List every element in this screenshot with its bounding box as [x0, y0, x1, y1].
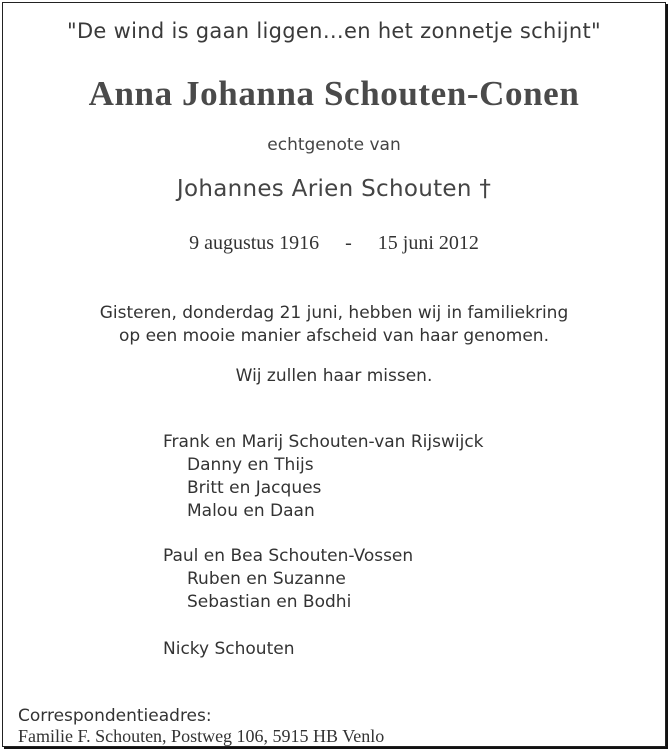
- spouse-name: Johannes Arien Schouten †: [176, 176, 492, 202]
- correspondence-label: Correspondentieadres:: [18, 706, 212, 726]
- message-line-1: Gisteren, donderdag 21 juni, hebben wij in familiekring: [99, 303, 569, 323]
- family-member: Danny en Thijs: [187, 455, 314, 475]
- family-member: Malou en Daan: [187, 501, 315, 521]
- spouse-label: echtgenote van: [267, 135, 401, 155]
- family-member: Sebastian en Bodhi: [187, 592, 352, 612]
- deceased-name: Anna Johanna Schouten-Conen: [88, 74, 580, 113]
- family-head: Paul en Bea Schouten-Vossen: [163, 546, 414, 566]
- family-member: Ruben en Suzanne: [187, 569, 346, 589]
- birth-date: 9 augustus 1916: [189, 232, 320, 254]
- death-date: 15 juni 2012: [377, 232, 479, 254]
- correspondence-address: Familie F. Schouten, Postweg 106, 5915 HB Venlo: [18, 726, 385, 746]
- opening-quote: "De wind is gaan liggen…en het zonnetje schijnt": [67, 19, 601, 43]
- family-head: Frank en Marij Schouten-van Rijswijck: [163, 432, 484, 452]
- family-member: Britt en Jacques: [187, 478, 322, 498]
- life-dates: [3, 232, 665, 255]
- family-head: Nicky Schouten: [163, 639, 295, 659]
- date-separator: -: [345, 232, 352, 254]
- message-line-2: op een mooie manier afscheid van haar genomen.: [118, 326, 549, 346]
- message-line-3: Wij zullen haar missen.: [235, 366, 433, 386]
- death-notice-card: [2, 2, 666, 747]
